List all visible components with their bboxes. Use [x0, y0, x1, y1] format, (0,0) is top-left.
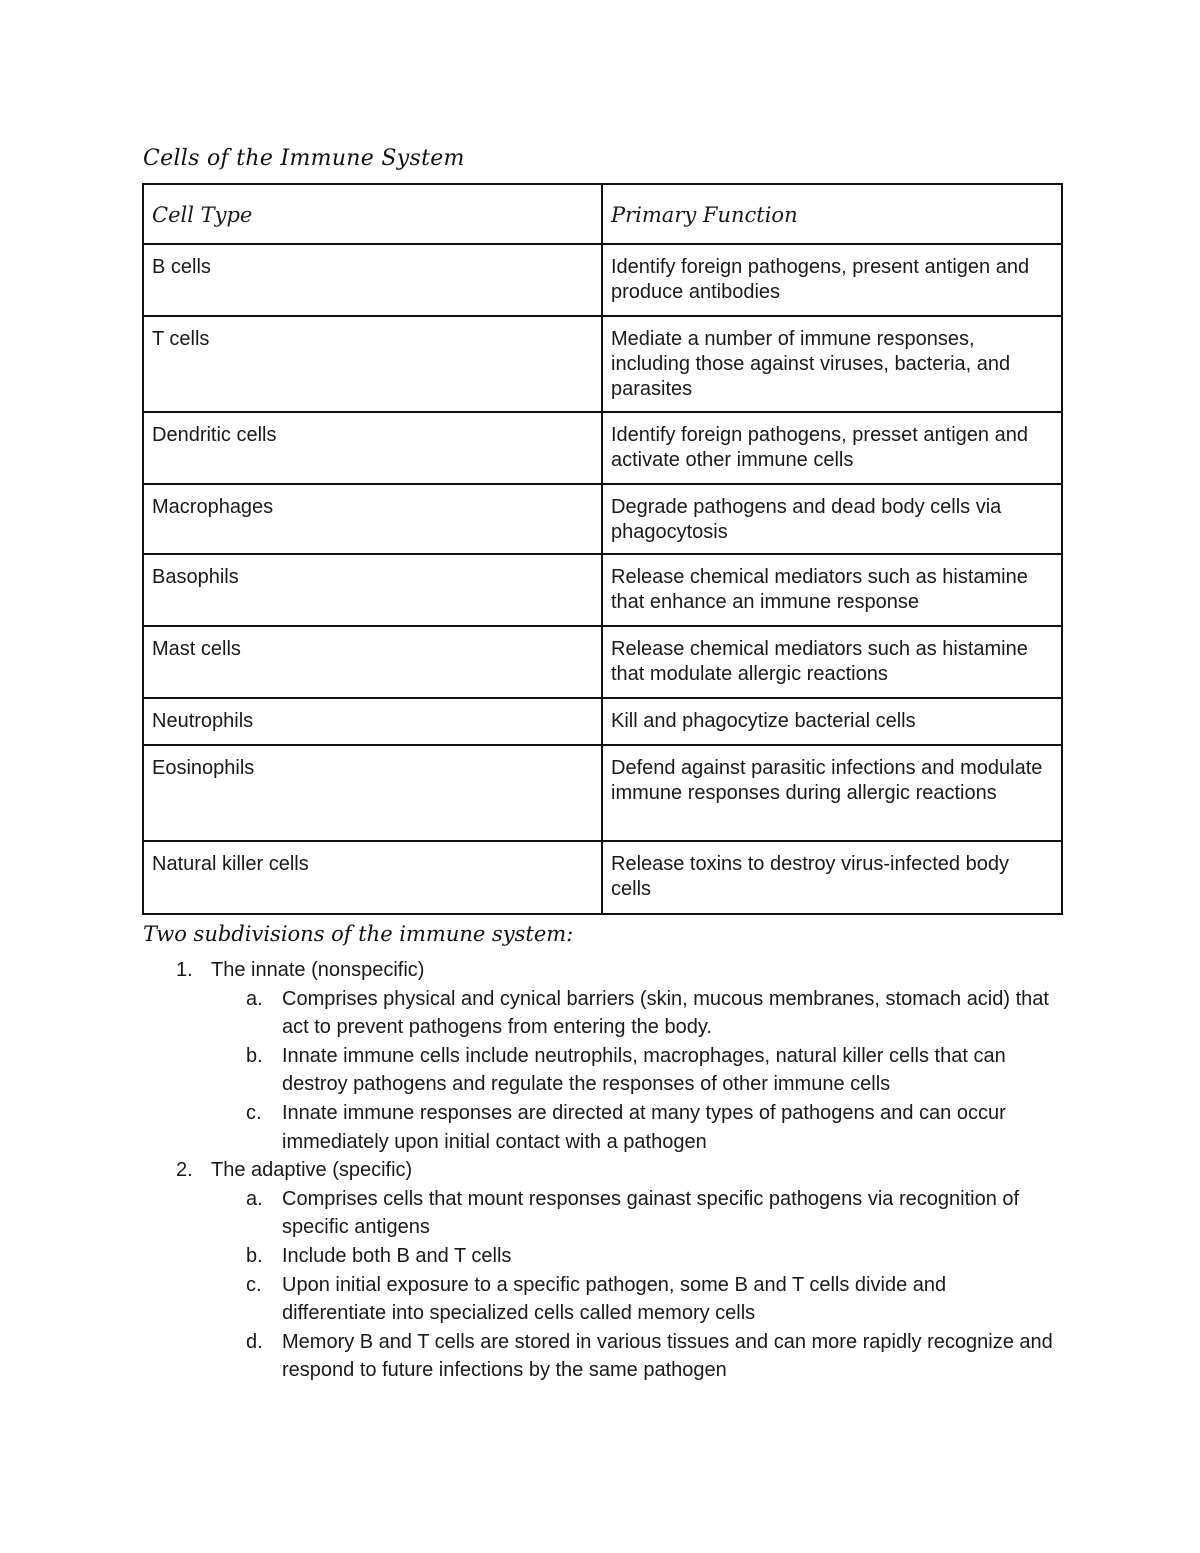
table-row [143, 244, 1062, 316]
list-item-text: Comprises physical and cynical barriers (skin, mucous membranes, stomach acid) that act to prevent pathogens from entering the body. [282, 987, 1049, 1039]
table-row [143, 412, 1062, 484]
list-marker: b. [246, 1244, 263, 1267]
list-marker: c. [246, 1101, 262, 1124]
list-item [143, 1271, 1063, 1328]
list-item-text: Innate immune responses are directed at many types of pathogens and can occur immediately upon initial contact with a pathogen [282, 1101, 1006, 1153]
list-item [143, 956, 1063, 985]
cell-type: Macrophages [143, 484, 602, 554]
list-marker: a. [246, 987, 263, 1010]
primary-function: Kill and phagocytize bacterial cells [602, 698, 1062, 745]
primary-function: Defend against parasitic infections and modulate immune responses during allergic reactions [602, 745, 1062, 841]
page-title: Cells of the Immune System [143, 146, 465, 171]
cell-type: Basophils [143, 554, 602, 626]
table-row [143, 841, 1062, 914]
cell-type: Eosinophils [143, 745, 602, 841]
cell-type: Neutrophils [143, 698, 602, 745]
subdivision-label: The adaptive (specific) [211, 1159, 413, 1182]
list-marker: 1. [176, 959, 193, 981]
list-marker: 2. [176, 1159, 193, 1182]
list-marker: b. [246, 1044, 263, 1067]
table-header-row [143, 184, 1062, 244]
table-row [143, 484, 1062, 554]
table-row [143, 554, 1062, 626]
column-header-cell-type: Cell Type [143, 184, 602, 244]
primary-function: Mediate a number of immune responses, including those against viruses, bacteria, and parasites [602, 316, 1062, 412]
primary-function: Release chemical mediators such as histamine that modulate allergic reactions [602, 626, 1062, 698]
primary-function: Release chemical mediators such as histamine that enhance an immune response [602, 554, 1062, 626]
primary-function: Identify foreign pathogens, presset antigen and activate other immune cells [602, 412, 1062, 484]
list-item-text: Memory B and T cells are stored in various tissues and can more rapidly recognize and respond to future infections by the same pathogen [282, 1330, 1053, 1382]
primary-function: Identify foreign pathogens, present antigen and produce antibodies [602, 244, 1062, 316]
list-item [143, 985, 1063, 1042]
list-item [143, 1042, 1063, 1099]
list-item [143, 1185, 1063, 1242]
list-marker: d. [246, 1330, 263, 1353]
primary-function: Release toxins to destroy virus-infected body cells [602, 841, 1062, 914]
primary-function: Degrade pathogens and dead body cells via phagocytosis [602, 484, 1062, 554]
cell-type: Natural killer cells [143, 841, 602, 914]
table-row [143, 626, 1062, 698]
cell-type: T cells [143, 316, 602, 412]
cell-type: Mast cells [143, 626, 602, 698]
table-row [143, 745, 1062, 841]
list-item [143, 1242, 1063, 1271]
list-marker: a. [246, 1187, 263, 1210]
immune-cells-table [142, 183, 1063, 915]
list-item-text: Include both B and T cells [282, 1244, 512, 1267]
table-row [143, 316, 1062, 412]
column-header-primary-function: Primary Function [602, 184, 1062, 244]
cell-type: B cells [143, 244, 602, 316]
list-item-text: Comprises cells that mount responses gainast specific pathogens via recognition of specific antigens [282, 1187, 1020, 1239]
cell-type: Dendritic cells [143, 412, 602, 484]
list-item [143, 1099, 1063, 1156]
list-item-text: Upon initial exposure to a specific pathogen, some B and T cells divide and differentiate into specialized cells called memory cells [282, 1273, 947, 1325]
list-item-text: Innate immune cells include neutrophils, macrophages, natural killer cells that can destroy pathogens and regulate the responses of other immune cells [282, 1044, 1006, 1096]
table-row [143, 698, 1062, 745]
subdivision-label: The innate (nonspecific) [211, 959, 425, 981]
list-item [143, 1156, 1063, 1185]
subdivisions-list [143, 956, 1063, 1385]
list-marker: c. [246, 1273, 262, 1296]
section-subtitle: Two subdivisions of the immune system: [143, 922, 574, 946]
list-item [143, 1328, 1063, 1385]
